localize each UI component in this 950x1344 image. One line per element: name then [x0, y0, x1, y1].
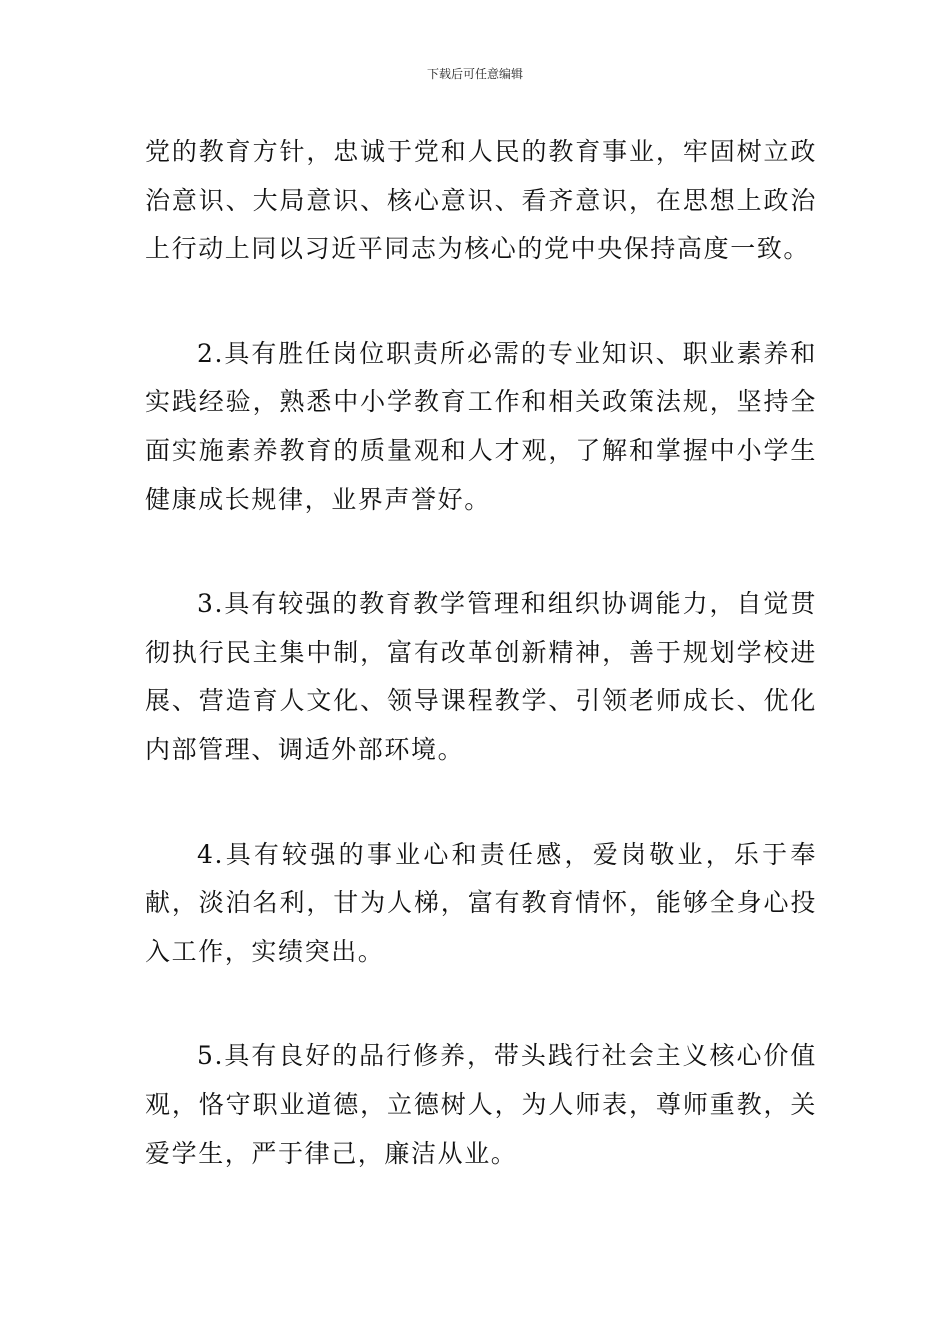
paragraph-item-3: 3.具有较强的教育教学管理和组织协调能力，自觉贯彻执行民主集中制，富有改革创新精神，善于规划学校进展、营造育人文化、领导课程教学、引领老师成长、优化内部管理、调适外部环境。: [145, 589, 817, 764]
page-header-note: 下载后可任意编辑: [426, 67, 523, 81]
paragraph-item-2: 2.具有胜任岗位职责所必需的专业知识、职业素养和实践经验，熟悉中小学教育工作和相关政策法规，坚持全面实施素养教育的质量观和人才观，了解和掌握中小学生健康成长规律，业界声誉好。: [145, 338, 817, 514]
paragraph-continued: 党的教育方针，忠诚于党和人民的教育事业，牢固树立政治意识、大局意识、核心意识、看齐意识，在思想上政治上行动上同以习近平同志为核心的党中央保持高度一致。: [145, 137, 817, 264]
paragraph-item-4: 4.具有较强的事业心和责任感，爱岗敬业，乐于奉献，淡泊名利，甘为人梯，富有教育情怀，能够全身心投入工作，实绩突出。: [145, 839, 817, 966]
paragraph-item-5: 5.具有良好的品行修养，带头践行社会主义核心价值观，恪守职业道德，立德树人，为人师表，尊师重教，关爱学生，严于律己，廉洁从业。: [145, 1041, 817, 1168]
document-body: [145, 128, 817, 1178]
